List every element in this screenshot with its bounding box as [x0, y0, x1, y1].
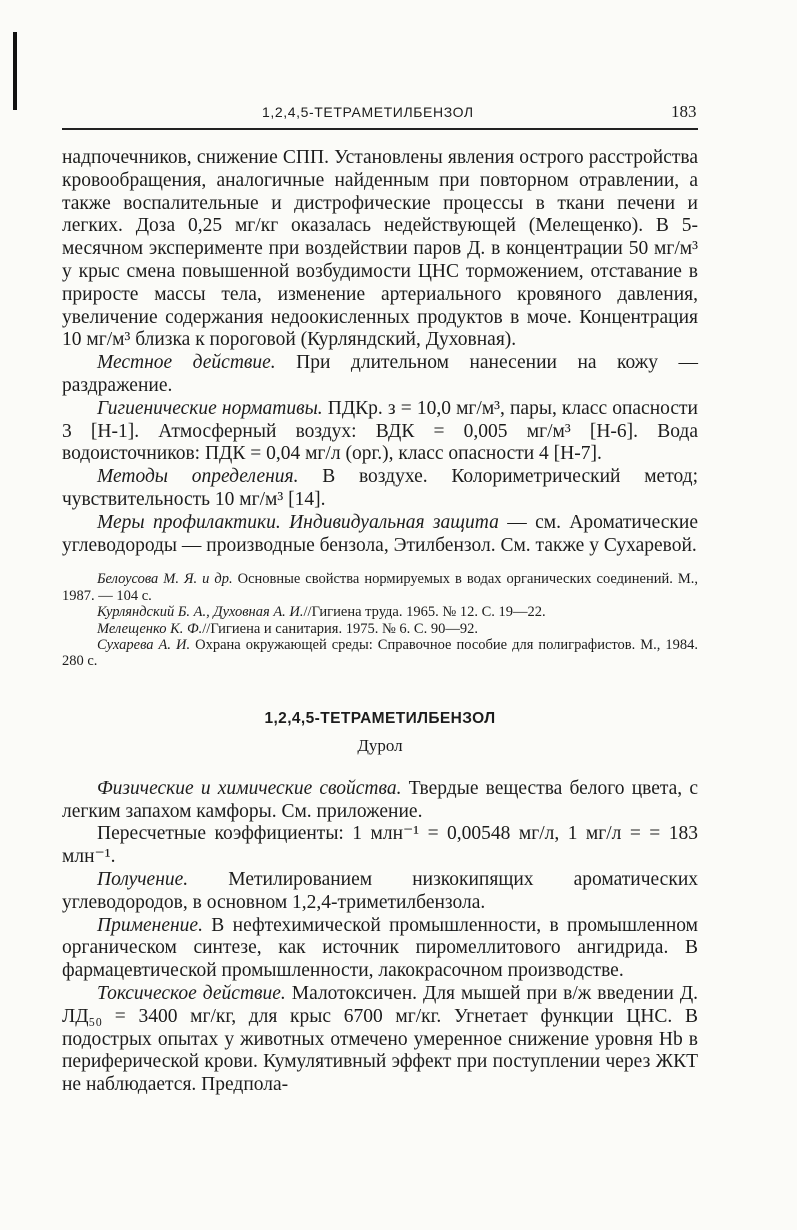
text-methods: В воздухе. Колориметрический метод; чувствительность 10 мг/м³ [14]. [62, 466, 698, 510]
paragraph-conversion: Пересчетные коэффициенты: 1 млн⁻¹ = 0,00548 мг/л, 1 мг/л = = 183 млн⁻¹. [62, 823, 698, 868]
section-subtitle: Дурол [357, 735, 403, 755]
text-toxic-action: Малотоксичен. Для мышей при в/ж введении Д. ЛД₅₀ = 3400 мг/кг, для крыс 6700 мг/кг. Угнетает функции ЦНС. В подострых опытах у животных отмечено умеренное снижение уровня Hb в периферической крови. Кумулятивный эффект при поступлении через ЖКТ не наблюдается. Предпола- [62, 982, 698, 1096]
text-local-action: При длительном нанесении на кожу — раздражение. [62, 352, 698, 396]
page-body [62, 147, 698, 1097]
references-list [62, 571, 698, 669]
reference-author: Курляндский Б. А., Духовная А. И. [97, 604, 304, 621]
label-preparation: Получение. [97, 868, 189, 890]
paragraph-application [62, 915, 698, 983]
label-properties: Физические и химические свойства. [97, 777, 402, 799]
text-preparation: Метилированием низкокипящих ароматических углеводородов, в основном 1,2,4-триметилбензола. [62, 868, 698, 913]
reference-item [62, 621, 698, 637]
paragraph-hygiene-norms [62, 398, 698, 466]
running-header-title: 1,2,4,5-ТЕТРАМЕТИЛБЕНЗОЛ [262, 104, 474, 120]
text-properties: Твердые вещества белого цвета, с легким запахом камфоры. См. приложение. [62, 777, 698, 822]
reference-author: Сухарева А. И. [97, 636, 191, 653]
reference-text: //Гигиена и санитария. 1975. № 6. С. 90—92. [202, 620, 478, 637]
reference-author: Мелещенко К. Ф. [97, 620, 203, 637]
text-prevention: — см. Ароматические углеводороды — производные бензола, Этилбензол. См. также у Сухаревой. [62, 511, 698, 556]
text-application: В нефтехимической промышленности, в промышленном органическом синтезе, как источник пиромеллитового ангидрида. В фармацевтической промышленности, лакокрасочном производстве. [62, 914, 698, 982]
text-hygiene-norms: ПДКр. з = 10,0 мг/м³, пары, класс опасности 3 [Н-1]. Атмосферный воздух: ВДК = 0,005 мг/м³ [Н-6]. Вода водоисточников: ПДК = 0,04 мг/л (орг.), класс опасности 4 [Н-7]. [62, 397, 698, 465]
label-prevention: Меры профилактики. Индивидуальная защита [97, 511, 499, 533]
label-hygiene-norms: Гигиенические нормативы. [97, 397, 323, 419]
margin-scan-mark [13, 32, 17, 110]
reference-text: Основные свойства нормируемых в водах органических соединений. М., 1987. — 104 с. [62, 571, 698, 604]
paragraph-continued: надпочечников, снижение СПП. Установлены явления острого расстройства кровообращения, аналогичные найденным при повторном отравлении, а также воспалительные и дистрофические процессы в ткани печени и легких. Доза 0,25 мг/кг оказалась недействующей (Мелещенко). В 5-месячном эксперименте при воздействии паров Д. в концентрации 50 мг/м³ у крыс смена повышенной возбудимости ЦНС торможением, отставание в приросте массы тела, изменение артериального кровяного давления, увеличение содержания недоокисленных продуктов в моче. Концентрация 10 мг/м³ близка к пороговой (Курляндский, Духовная). [62, 147, 698, 351]
reference-item [62, 571, 698, 604]
reference-item [62, 637, 698, 670]
reference-item [62, 604, 698, 620]
reference-author: Белоусова М. Я. и др. [97, 571, 233, 588]
reference-text: Охрана окружающей среды: Справочное пособие для полиграфистов. М., 1984. 280 с. [62, 636, 699, 670]
page-number: 183 [671, 102, 697, 121]
label-methods: Методы определения. [97, 466, 299, 488]
paragraph-prevention [62, 512, 698, 558]
label-toxic-action: Токсическое действие. [97, 982, 286, 1004]
label-local-action: Местное действие. [97, 352, 276, 374]
paragraph-methods [62, 466, 698, 512]
paragraph-preparation [62, 869, 698, 915]
header-rule [62, 128, 698, 130]
reference-text: //Гигиена труда. 1965. № 12. С. 19—22. [303, 604, 546, 621]
paragraph-toxic-action [62, 983, 698, 1097]
label-application: Применение. [97, 914, 203, 936]
paragraph-local-action [62, 352, 698, 398]
section-title: 1,2,4,5-ТЕТРАМЕТИЛБЕНЗОЛ [264, 709, 496, 727]
paragraph-properties [62, 778, 698, 824]
